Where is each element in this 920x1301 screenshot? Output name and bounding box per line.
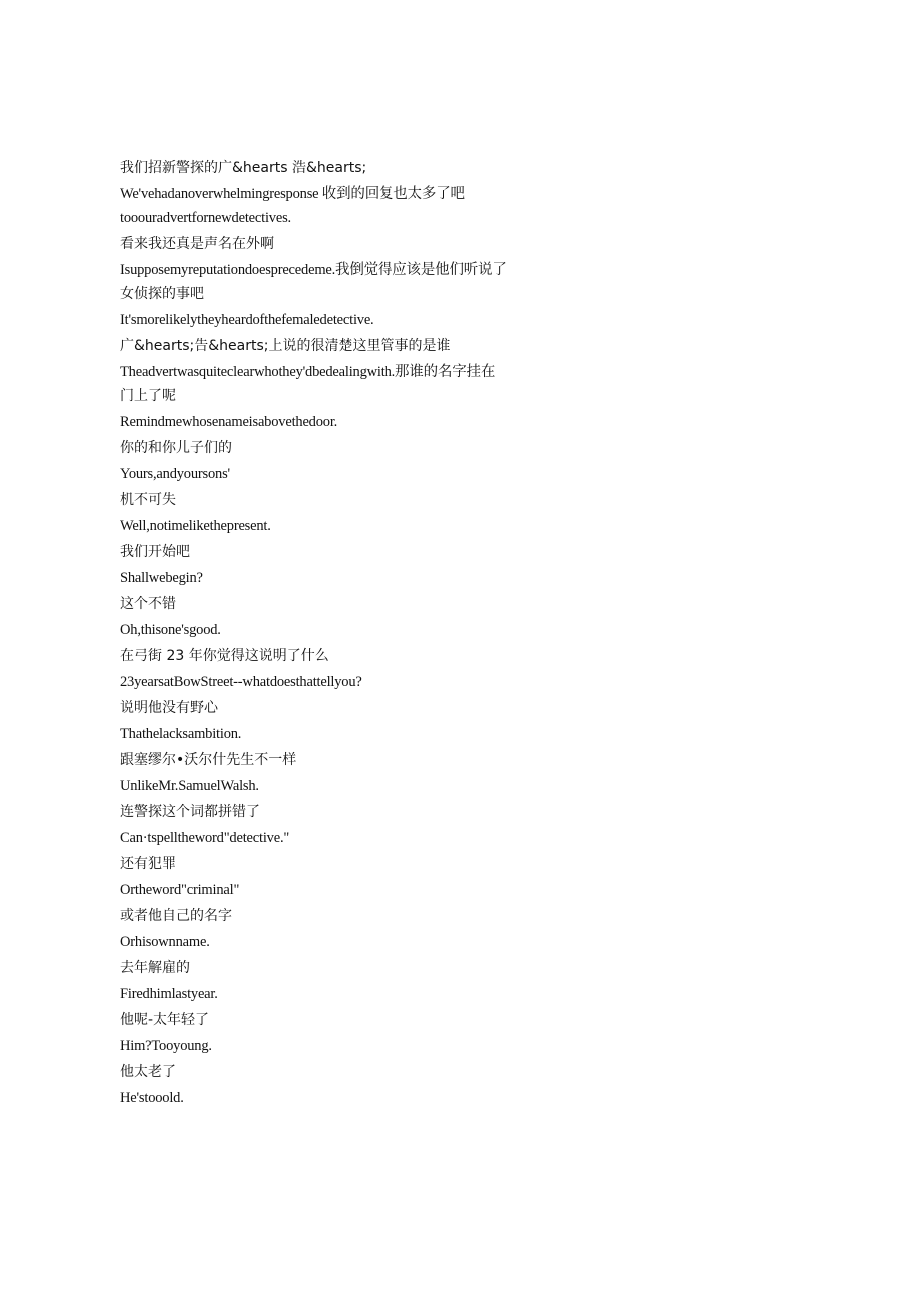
text-line: 连警探这个词都拼错了 (120, 804, 260, 820)
text-line: 他太老了 (120, 1064, 176, 1080)
text-line: Remindmewhosenameisabovethedoor. (120, 414, 338, 430)
text-line: Yours,andyoursons' (120, 466, 230, 482)
text-line: 说明他没有野心 (120, 700, 218, 716)
subtitle-text-block (120, 156, 580, 1112)
text-line: 你的和你儿子们的 (120, 440, 232, 456)
text-line: 广&hearts;告&hearts;上说的很清楚这里管事的是谁 (120, 338, 451, 354)
text-line: 去年解雇的 (120, 960, 190, 976)
text-line: Thathelacksambition. (120, 726, 242, 742)
text-line: He'stooold. (120, 1090, 184, 1106)
text-line: tooouradvertfornewdetectives. (120, 210, 291, 226)
text-line: 或者他自己的名字 (120, 908, 232, 924)
text-line: UnlikeMr.SamuelWalsh. (120, 778, 259, 794)
text-line: 跟塞缪尔•沃尔什先生不一样 (120, 752, 297, 768)
text-line: Theadvertwasquiteclearwhothey'dbedealingwith.那谁的名字挂在 (120, 364, 496, 380)
text-line: Him?Tooyoung. (120, 1038, 212, 1054)
text-line: 23yearsatBowStreet--whatdoesthattellyou? (120, 674, 362, 690)
text-line: 女侦探的事吧 (120, 286, 204, 302)
text-line: 看来我还真是声名在外啊 (120, 236, 274, 252)
text-line: 在弓街 23 年你觉得这说明了什么 (120, 648, 329, 664)
text-line: 他呢-太年轻了 (120, 1012, 210, 1028)
text-line: Isupposemyreputationdoesprecedeme.我倒觉得应该是他们听说了 (120, 262, 507, 278)
text-line: Orhisownname. (120, 934, 210, 950)
text-line: Shallwebegin? (120, 570, 203, 586)
text-line: Ortheword"criminal" (120, 882, 240, 898)
text-line: 我们招新警探的广&hearts 浩&hearts; (120, 160, 367, 176)
text-line: Oh,thisone'sgood. (120, 622, 221, 638)
text-line: 我们开始吧 (120, 544, 190, 560)
text-line: It'smorelikelytheyheardofthefemaledetective. (120, 312, 374, 328)
text-line: We'vehadanoverwhelmingresponse 收到的回复也太多了吧 (120, 186, 465, 202)
text-line: Firedhimlastyear. (120, 986, 218, 1002)
text-line: Can·tspelltheword"detective." (120, 830, 290, 846)
text-line: 门上了呢 (120, 388, 176, 404)
text-line: Well,notimelikethepresent. (120, 518, 271, 534)
text-line: 机不可失 (120, 492, 176, 508)
text-line: 这个不错 (120, 596, 176, 612)
text-line: 还有犯罪 (120, 856, 176, 872)
